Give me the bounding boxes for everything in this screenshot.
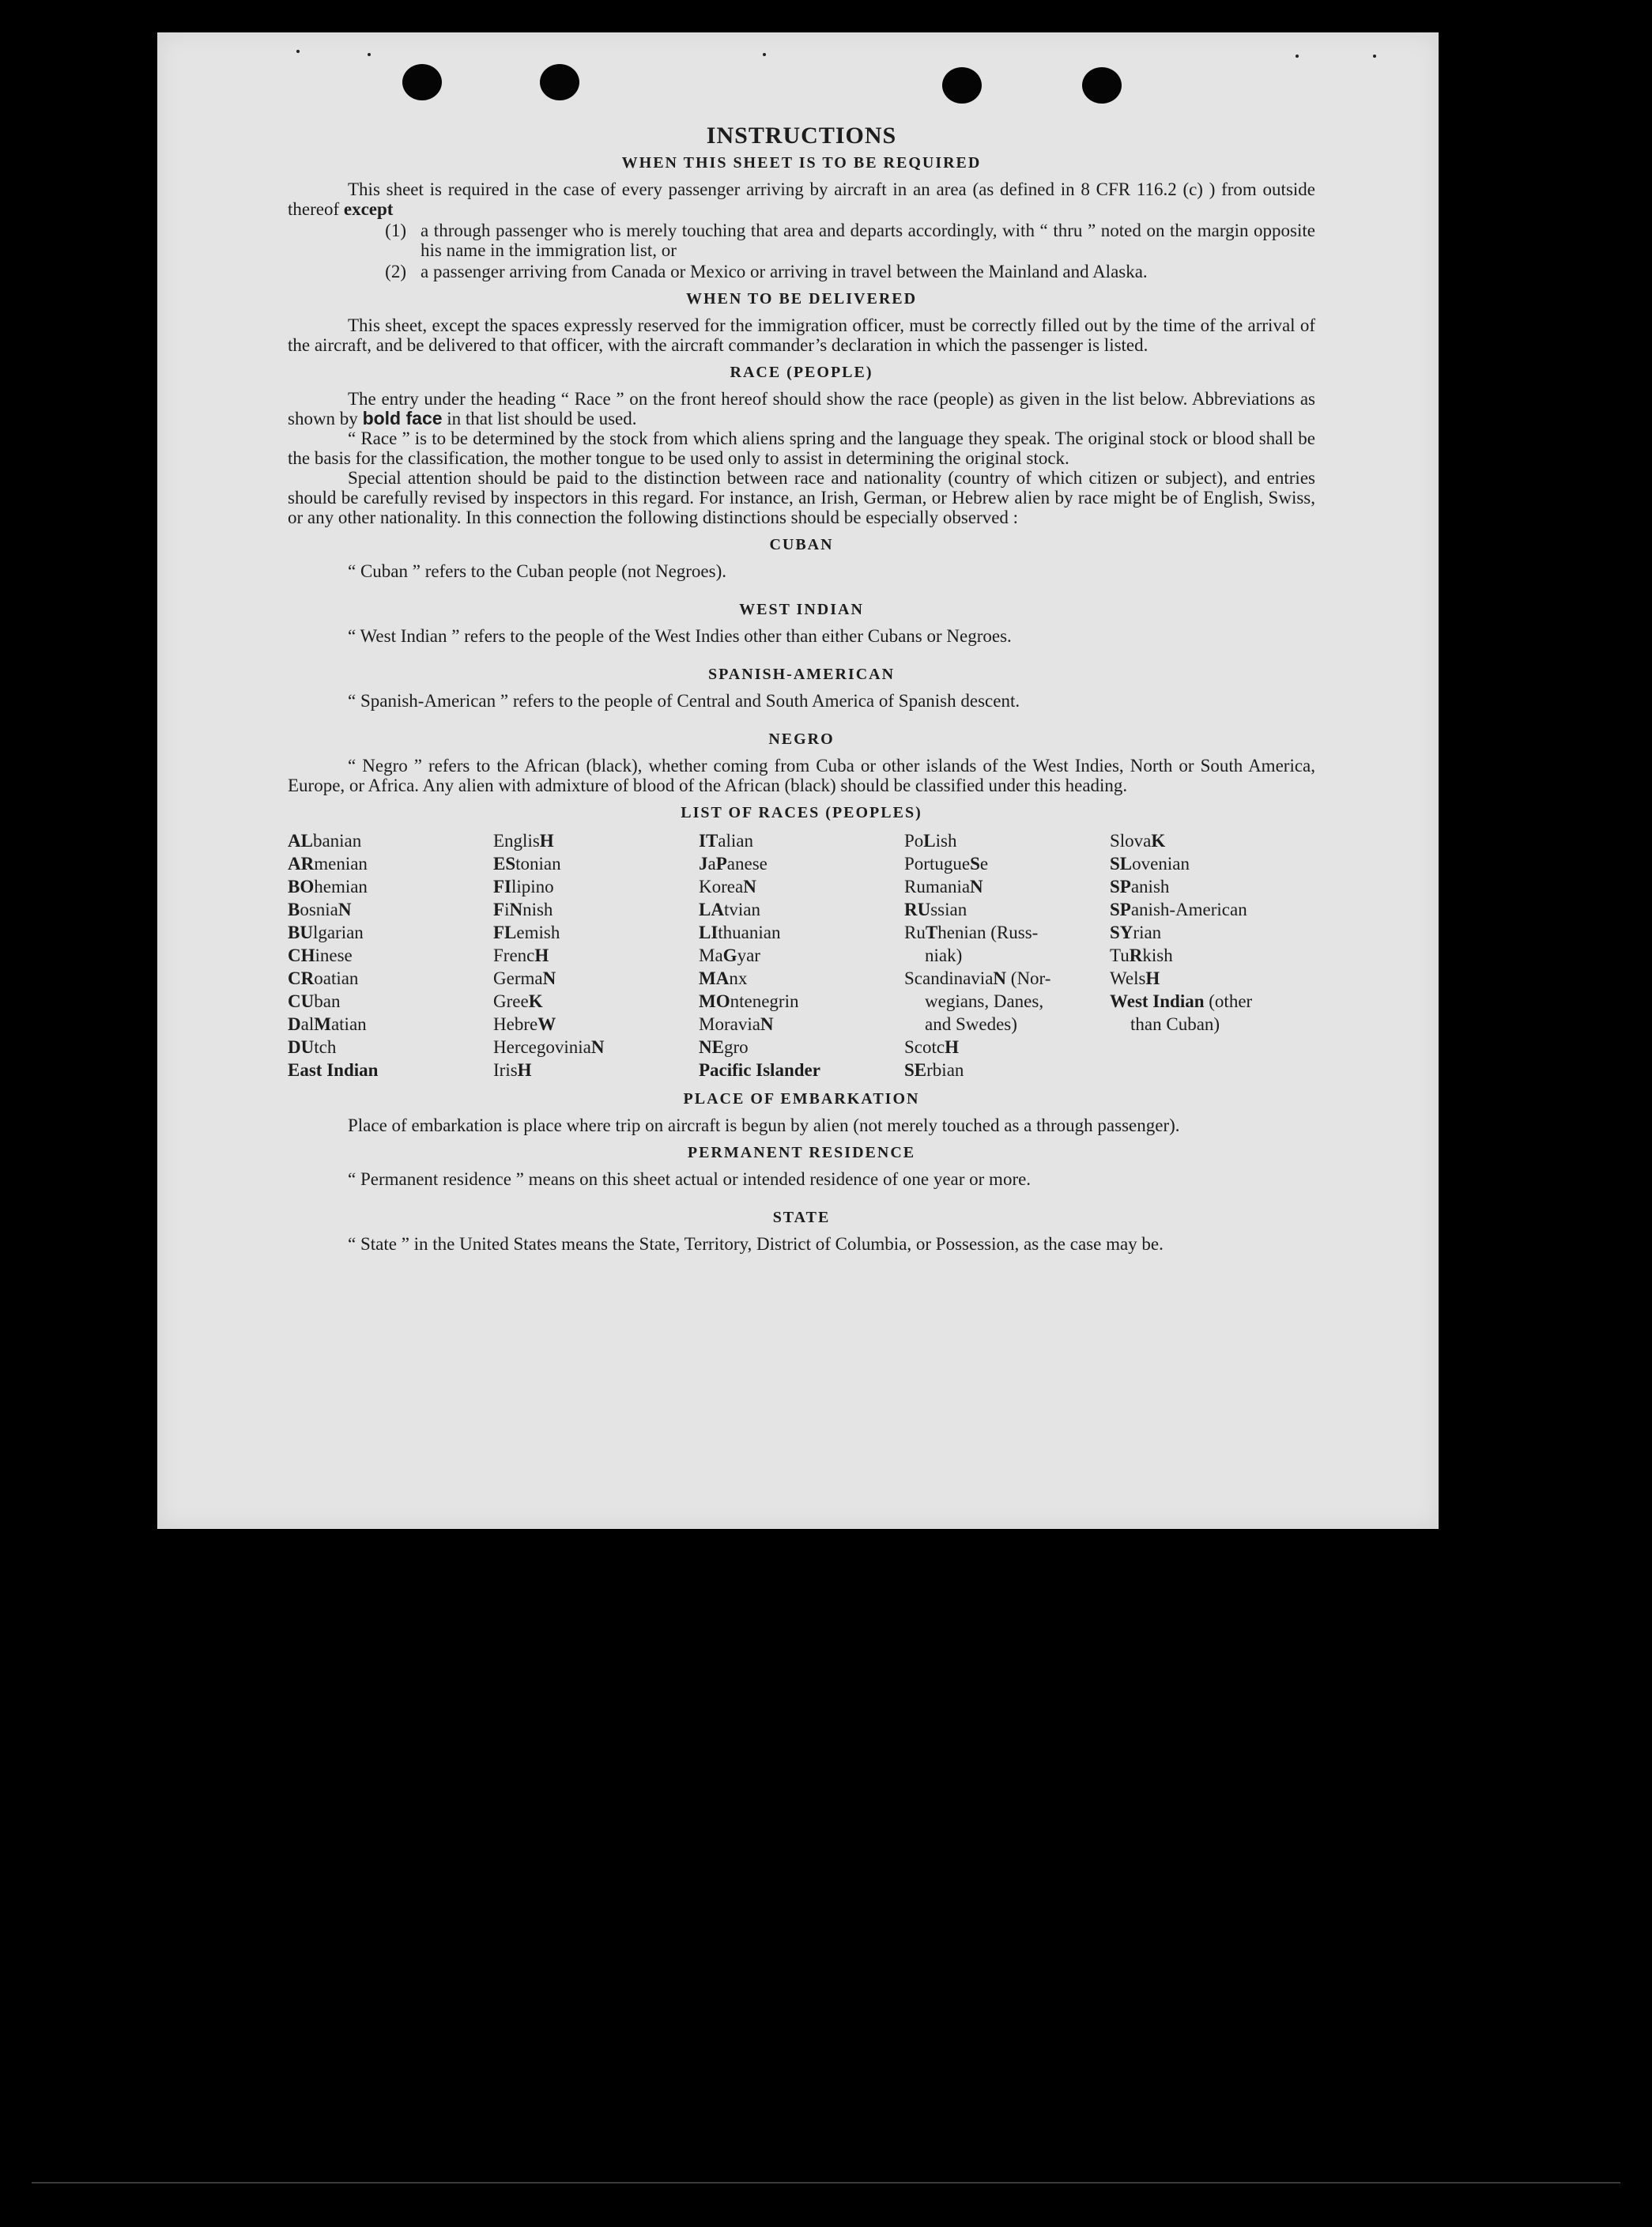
races-column [1110, 829, 1315, 1081]
scan-edge-line [32, 2182, 1620, 2184]
speck [1373, 55, 1376, 58]
punch-hole [942, 67, 982, 104]
race-entry: DUtch [288, 1037, 337, 1057]
race-entry: FLemish [493, 923, 560, 942]
race-paragraph-1: The entry under the heading “ Race ” on the front hereof should show the race (people) as given in the list below. Abbreviations as shown by bold face in that list should be used. [288, 389, 1315, 428]
race-entry: LAtvian [699, 900, 760, 919]
section-heading-embarkation: PLACE OF EMBARKATION [683, 1090, 920, 1108]
race-entry: LIthuanian [699, 923, 781, 942]
speck [296, 50, 300, 53]
instructions-body [288, 123, 1315, 1254]
exception-item [288, 262, 1315, 281]
cuban-text: “ Cuban ” refers to the Cuban people (not Negroes). [348, 561, 727, 581]
race-entry: TuRkish [1110, 946, 1173, 965]
race-entry: CRoatian [288, 968, 359, 988]
race-entry: ALbanian [288, 831, 362, 851]
section-heading-delivered: WHEN TO BE DELIVERED [685, 290, 918, 308]
section-heading-race: RACE (PEOPLE) [730, 364, 873, 381]
delivered-text: This sheet, except the spaces expressly reserved for the immigration officer, must be correctly filled out by the time of the arrival of the aircraft, and be delivered to that officer, with the aircraft commander’s declaration in which the passenger is listed. [288, 315, 1315, 355]
punch-hole [1082, 67, 1122, 104]
race-entry: than Cuban) [1130, 1014, 1220, 1034]
race-entry: SLovenian [1110, 854, 1190, 874]
punch-hole [540, 64, 579, 100]
exception-item-text: a passenger arriving from Canada or Mexico or arriving in travel between the Mainland and Alaska. [421, 262, 1148, 281]
race-entry: CHinese [288, 946, 353, 965]
section-heading-required: WHEN THIS SHEET IS TO BE REQUIRED [621, 154, 982, 172]
race-entry: BosniaN [288, 900, 352, 919]
document-page [157, 32, 1439, 1529]
race-entry: PoLish [904, 831, 957, 851]
section-heading-residence: PERMANENT RESIDENCE [687, 1144, 916, 1161]
race-entry: ScotcH [904, 1037, 959, 1057]
exception-item [288, 221, 1315, 260]
required-intro: This sheet is required in the case of every passenger arriving by aircraft in an area (as defined in 8 CFR 116.2 (c) ) from outside thereof except [288, 179, 1315, 219]
section-heading-state: STATE [772, 1209, 831, 1226]
race-entry: FrencH [493, 946, 549, 965]
required-exceptions-list [288, 221, 1315, 281]
section-heading-spanish-american: SPANISH-AMERICAN [707, 666, 896, 683]
race-entry: RuThenian (Russ- [904, 923, 1039, 942]
section-heading-negro: NEGRO [768, 730, 835, 748]
race-entry: MoraviaN [699, 1014, 774, 1034]
race-entry: MAnx [699, 968, 748, 988]
race-entry: RUssian [904, 900, 967, 919]
race-entry: Pacific Islander [699, 1060, 820, 1080]
races-column [699, 829, 904, 1081]
races-column [288, 829, 493, 1081]
race-entry: EStonian [493, 854, 561, 874]
race-entry: IrisH [493, 1060, 532, 1080]
race-entry: GermaN [493, 968, 556, 988]
race-entry: GreeK [493, 991, 543, 1011]
race-entry: RumaniaN [904, 877, 983, 896]
race-entry: MaGyar [699, 946, 760, 965]
races-table [288, 829, 1315, 1081]
race-entry: and Swedes) [925, 1014, 1017, 1034]
speck [1296, 55, 1299, 58]
race-entry: MOntenegrin [699, 991, 799, 1011]
race-entry: EnglisH [493, 831, 554, 851]
speck [368, 53, 371, 56]
race-entry: DalMatian [288, 1014, 367, 1034]
race-entry: BUlgarian [288, 923, 364, 942]
speck [763, 53, 766, 56]
residence-text: “ Permanent residence ” means on this sheet actual or intended residence of one year or more. [348, 1169, 1032, 1189]
races-column [493, 829, 699, 1081]
exception-item-number: (1) [385, 221, 406, 240]
race-entry: JaPanese [699, 854, 768, 874]
race-entry: SlovaK [1110, 831, 1166, 851]
embarkation-text: Place of embarkation is place where trip on aircraft is begun by alien (not merely touched as a through passenger). [348, 1115, 1180, 1135]
race-entry: WelsH [1110, 968, 1160, 988]
spanish-american-text: “ Spanish-American ” refers to the people of Central and South America of Spanish descent. [348, 691, 1020, 711]
section-heading-west-indian: WEST INDIAN [739, 601, 864, 618]
race-entry: niak) [925, 946, 963, 965]
section-heading-list-of-races: LIST OF RACES (PEOPLES) [681, 804, 922, 821]
race-entry: SYrian [1110, 923, 1162, 942]
state-text: “ State ” in the United States means the State, Territory, District of Columbia, or Possession, as the case may be. [348, 1234, 1164, 1254]
race-paragraph-3: Special attention should be paid to the distinction between race and nationality (country of which citizen or subject), and entries should be carefully revised by inspectors in this regard. For instance, an Irish, German, or Hebrew alien by race might be of English, Swiss, or any other nationality. In this connection the following distinctions should be especially observed : [288, 468, 1315, 527]
exception-item-number: (2) [385, 262, 406, 281]
race-entry: SErbian [904, 1060, 964, 1080]
race-entry: East Indian [288, 1060, 379, 1080]
page-title: INSTRUCTIONS [706, 123, 897, 149]
punch-hole [402, 64, 442, 100]
race-entry: CUban [288, 991, 341, 1011]
race-entry: FIlipino [493, 877, 554, 896]
race-entry: ITalian [699, 831, 753, 851]
race-entry: SPanish [1110, 877, 1170, 896]
race-entry: West Indian (other [1110, 991, 1253, 1011]
race-entry: wegians, Danes, [925, 991, 1044, 1011]
exception-item-text: a through passenger who is merely touching that area and departs accordingly, with “ thru ” noted on the margin opposite his name in the immigration list, or [421, 221, 1315, 260]
race-entry: SPanish-American [1110, 900, 1247, 919]
race-entry: PortugueSe [904, 854, 989, 874]
race-entry: ARmenian [288, 854, 368, 874]
race-entry: ScandinaviaN (Nor- [904, 968, 1051, 988]
race-paragraph-2: “ Race ” is to be determined by the stock from which aliens spring and the language they speak. The original stock or blood shall be the basis for the classification, the mother tongue to be used only to assist in determining the original stock. [288, 428, 1315, 468]
race-entry: HebreW [493, 1014, 556, 1034]
race-entry: KoreaN [699, 877, 756, 896]
race-entry: HercegoviniaN [493, 1037, 605, 1057]
west-indian-text: “ West Indian ” refers to the people of the West Indies other than either Cubans or Negroes. [348, 626, 1012, 646]
race-entry: NEgro [699, 1037, 749, 1057]
negro-text: “ Negro ” refers to the African (black), whether coming from Cuba or other islands of the West Indies, North or South America, Europe, or Africa. Any alien with admixture of blood of the African (black) should be classified under this heading. [288, 756, 1315, 795]
race-entry: BOhemian [288, 877, 368, 896]
section-heading-cuban: CUBAN [769, 536, 834, 553]
races-column [904, 829, 1110, 1081]
race-entry: FiNnish [493, 900, 553, 919]
